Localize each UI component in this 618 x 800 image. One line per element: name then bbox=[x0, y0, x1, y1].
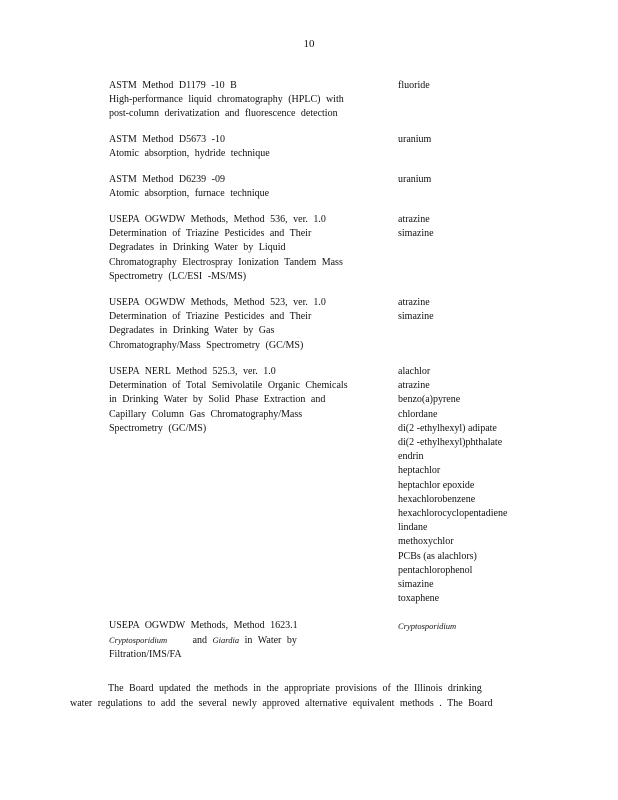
analyte: hexachlorocyclopentadiene bbox=[398, 508, 508, 520]
analyte-list bbox=[398, 365, 598, 606]
analyte: di(2 -ethylhexyl)phthalate bbox=[398, 437, 503, 449]
method-description: Atomic absorption, furnace technique bbox=[109, 188, 270, 200]
method-title: USEPA NERL Method 525.3, ver. 1.0 bbox=[109, 366, 276, 377]
analyte: fluoride bbox=[398, 80, 430, 91]
organism-name: Cryptosporidium bbox=[109, 635, 168, 646]
method-title: USEPA OGWDW Methods, Method 523, ver. 1.0 bbox=[109, 297, 326, 308]
method-description: Degradates in Drinking Water by Liquid bbox=[109, 242, 286, 254]
method-title: USEPA OGWDW Methods, Method 536, ver. 1.0 bbox=[109, 214, 326, 225]
analyte-list bbox=[398, 79, 598, 93]
method-description: Capillary Column Gas Chromatography/Mass bbox=[109, 408, 303, 420]
analyte: di(2 -ethylhexyl) adipate bbox=[398, 422, 497, 434]
analyte: simazine bbox=[398, 311, 434, 323]
method-text: and bbox=[192, 635, 208, 647]
method-entry-usepa-525-3 bbox=[109, 365, 379, 436]
analyte-list bbox=[398, 173, 598, 187]
method-entry-usepa-536 bbox=[109, 213, 379, 284]
analyte-list bbox=[398, 619, 598, 633]
analyte: toxaphene bbox=[398, 593, 440, 605]
method-title: ASTM Method D6239 -09 bbox=[109, 174, 225, 185]
method-description: Spectrometry (GC/MS) bbox=[109, 422, 207, 434]
method-entry-usepa-1623-1 bbox=[109, 619, 379, 663]
analyte-list bbox=[398, 296, 598, 324]
analyte: chlordane bbox=[398, 408, 438, 420]
method-description: Filtration/IMS/FA bbox=[109, 649, 182, 661]
analyte: PCBs (as alachlors) bbox=[398, 550, 477, 562]
method-description: Chromatography Electrospray Ionization Tandem Mass bbox=[109, 256, 343, 268]
paragraph-line: water regulations to add the several newly approved alternative equivalent methods . The Board bbox=[70, 697, 493, 709]
analyte: atrazine bbox=[398, 380, 430, 392]
analyte: atrazine bbox=[398, 297, 430, 308]
analyte: heptachlor bbox=[398, 465, 441, 477]
body-paragraph bbox=[70, 682, 510, 711]
analyte: benzo(a)pyrene bbox=[398, 394, 461, 406]
analyte: Cryptosporidium bbox=[398, 621, 457, 631]
analyte: hexachlorobenzene bbox=[398, 493, 476, 505]
analyte: uranium bbox=[398, 174, 432, 185]
method-description bbox=[109, 633, 379, 648]
organism-name: Giardia bbox=[212, 635, 240, 646]
method-entry-astm-d5673 bbox=[109, 133, 379, 161]
method-description: High-performance liquid chromatography (HPLC) with bbox=[109, 94, 344, 106]
method-title: ASTM Method D1179 -10 B bbox=[109, 80, 237, 91]
method-description: Degradates in Drinking Water by Gas bbox=[109, 325, 275, 337]
method-entry-astm-d1179 bbox=[109, 79, 379, 122]
paragraph-line: The Board updated the methods in the appropriate provisions of the Illinois drinking bbox=[108, 683, 482, 694]
method-title: USEPA OGWDW Methods, Method 1623.1 bbox=[109, 620, 298, 631]
analyte: methoxychlor bbox=[398, 536, 454, 548]
analyte: heptachlor epoxide bbox=[398, 479, 475, 491]
analyte: uranium bbox=[398, 134, 432, 145]
method-description: in Drinking Water by Solid Phase Extraction and bbox=[109, 394, 326, 406]
analyte: alachlor bbox=[398, 366, 431, 377]
method-description: Determination of Triazine Pesticides and Their bbox=[109, 228, 312, 240]
method-description: Spectrometry (LC/ESI -MS/MS) bbox=[109, 270, 247, 282]
method-description: Determination of Triazine Pesticides and Their bbox=[109, 311, 312, 323]
method-entry-astm-d6239 bbox=[109, 173, 379, 201]
analyte: lindane bbox=[398, 522, 428, 534]
method-description: post-column derivatization and fluorescence detection bbox=[109, 108, 338, 120]
method-title: ASTM Method D5673 -10 bbox=[109, 134, 225, 145]
method-entry-usepa-523 bbox=[109, 296, 379, 353]
analyte: endrin bbox=[398, 451, 424, 463]
method-description: Determination of Total Semivolatile Organic Chemicals bbox=[109, 380, 348, 392]
analyte-list bbox=[398, 213, 598, 241]
page-number: 10 bbox=[303, 38, 315, 50]
analyte: pentachlorophenol bbox=[398, 564, 473, 576]
method-description: Chromatography/Mass Spectrometry (GC/MS) bbox=[109, 339, 304, 351]
analyte: simazine bbox=[398, 579, 434, 591]
method-text: in Water by bbox=[244, 635, 297, 647]
analyte-list bbox=[398, 133, 598, 147]
analyte: simazine bbox=[398, 228, 434, 240]
analyte: atrazine bbox=[398, 214, 430, 225]
method-description: Atomic absorption, hydride technique bbox=[109, 148, 270, 160]
